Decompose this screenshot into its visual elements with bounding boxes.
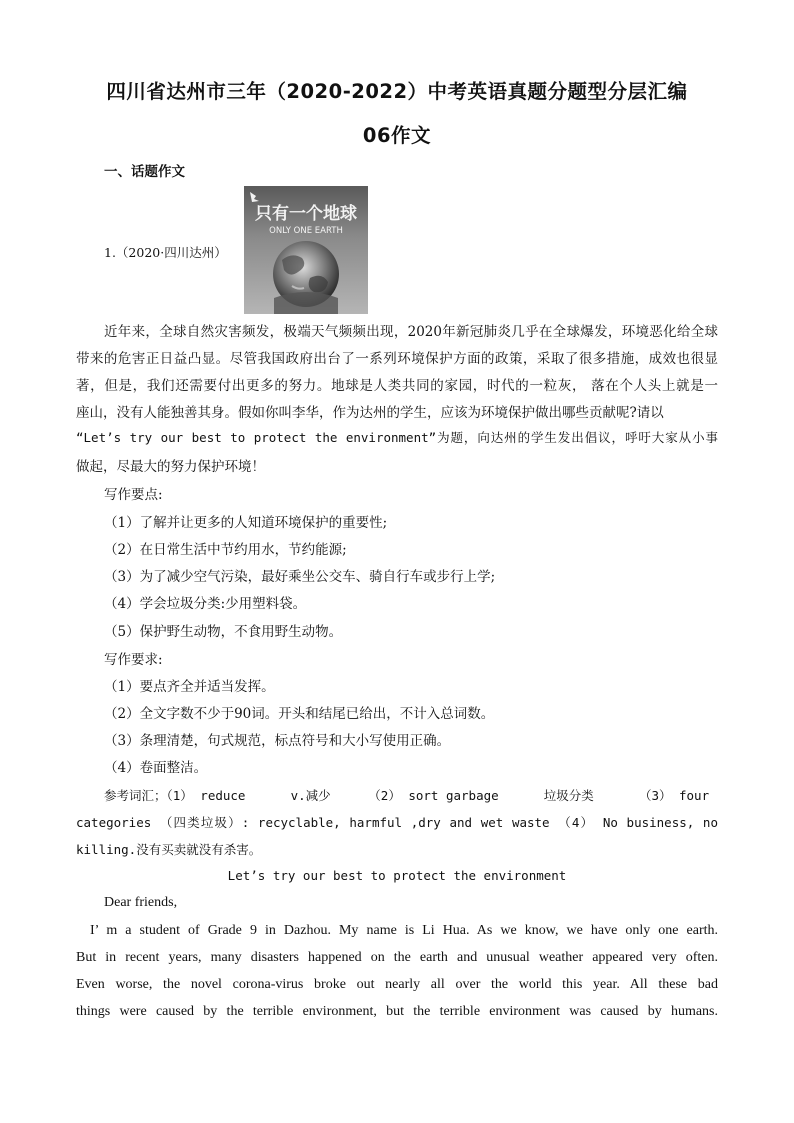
- poster-caption-en: ONLY ONE EARTH: [269, 226, 343, 236]
- prompt-line: 座山，没有人能独善其身。假如你叫李华，作为达州的学生，应该为环境保护做出哪些贡献呢?请以: [76, 405, 664, 421]
- prompt-line: “Let’s try our best to protect the environment”为题，向达州的学生发出倡议，呼吁大家从小事: [76, 430, 718, 445]
- vocab-line: categories （四类垃圾）: recyclable, harmful ,dry and wet waste （4） No business, no: [76, 815, 718, 830]
- requirement-item: （4）卷面整洁。: [104, 760, 208, 776]
- essay-line: But in recent years, many disasters happened on the earth and unusual weather appeared very often.: [76, 950, 718, 965]
- question-label: 1.（2020·四川达州）: [104, 245, 227, 260]
- points-heading: 写作要点:: [104, 487, 163, 503]
- earth-poster-image: [244, 186, 368, 314]
- essay-line: Even worse, the novel corona-virus broke out nearly all over the world this year. All these bad: [76, 977, 718, 992]
- prompt-line: 带来的危害正日益凸显。尽管我国政府出台了一系列环境保护方面的政策，采取了很多措施，成效也很显: [76, 351, 718, 367]
- point-item: （1）了解并让更多的人知道环境保护的重要性;: [104, 515, 388, 531]
- requirements-heading: 写作要求:: [104, 652, 163, 668]
- prompt-line: 做起，尽最大的努力保护环境！: [76, 459, 265, 475]
- document-title: 四川省达州市三年（2020-2022）中考英语真题分题型分层汇编: [106, 80, 688, 103]
- essay-line: I’ m a student of Grade 9 in Dazhou. My name is Li Hua. As we know, we have only one earth.: [90, 923, 718, 938]
- essay-salutation: Dear friends,: [104, 895, 178, 910]
- point-item: （5）保护野生动物，不食用野生动物。: [104, 624, 343, 640]
- poster-caption-cn: 只有一个地球: [255, 204, 357, 224]
- section-heading: 一、话题作文: [104, 164, 185, 180]
- document-subtitle: 06作文: [362, 124, 432, 147]
- requirement-item: （2）全文字数不少于90词。开头和结尾已给出，不计入总词数。: [104, 706, 495, 722]
- vocab-line: killing.没有买卖就没有杀害。: [76, 842, 262, 857]
- earth-illustration: [244, 186, 368, 314]
- vocab-line: 参考词汇；（1） reduce v.减少 （2） sort garbage 垃圾分类 （3） four: [104, 788, 710, 803]
- essay-title: Let’s try our best to protect the environment: [227, 868, 567, 883]
- point-item: （2）在日常生活中节约用水，节约能源;: [104, 542, 347, 558]
- prompt-line: 著，但是，我们还需要付出更多的努力。地球是人类共同的家园，时代的一粒灰， 落在个人头上就是一: [76, 378, 718, 394]
- point-item: （3）为了减少空气污染，最好乘坐公交车、骑自行车或步行上学;: [104, 569, 496, 585]
- point-item: （4）学会垃圾分类:少用塑料袋。: [104, 596, 307, 612]
- requirement-item: （1）要点齐全并适当发挥。: [104, 679, 275, 695]
- prompt-line: 近年来，全球自然灾害频发，极端天气频频出现，2020年新冠肺炎几乎在全球爆发，环境恶化给全球: [104, 324, 718, 340]
- essay-line: things were caused by the terrible environment, but the terrible environment was caused by humans.: [76, 1004, 718, 1019]
- requirement-item: （3）条理清楚，句式规范，标点符号和大小写使用正确。: [104, 733, 451, 749]
